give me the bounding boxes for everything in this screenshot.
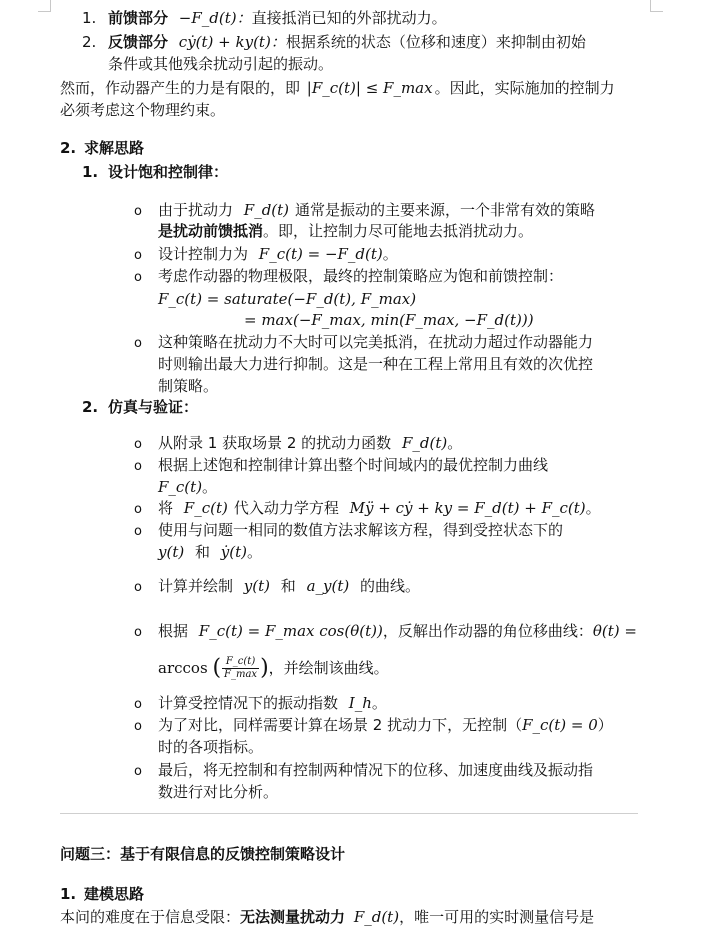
text-run: 由于扰动力 [158, 201, 234, 219]
bullet-line: 最后，将无控制和有控制两种情况下的位移、加速度曲线及振动指 [158, 761, 594, 779]
math-inline: a_y(t) [306, 577, 350, 595]
bullet-line [158, 243, 398, 265]
math-inline: F_c(t) = −F_d(t) [258, 245, 383, 263]
text-run: 的曲线。 [360, 577, 421, 595]
fraction-denominator: F_max [224, 669, 258, 680]
paragraph-line [60, 77, 615, 99]
bullet-marker: o [134, 270, 142, 285]
text-run: 从附录 1 获取场景 2 的扰动力函数 [158, 434, 392, 452]
bullet-line [158, 692, 387, 714]
bullet-marker: o [134, 580, 142, 595]
text-run: 然而，作动器产生的力是有限的，即 [60, 79, 301, 97]
bullet-line: 根据上述饱和控制律计算出整个时间域内的最优控制力曲线 [158, 456, 549, 474]
bullet-line: 这种策略在扰动力不大时可以完美抵消，在扰动力超过作动器能力 [158, 333, 594, 351]
text-run: 。即，让控制力尽可能地去抵消扰动力。 [263, 222, 534, 240]
page-corner-mark-left [38, 0, 51, 12]
paragraph-line [60, 906, 594, 928]
text-run: ，并绘制该曲线。 [268, 659, 389, 677]
paren-left: ( [212, 655, 222, 681]
math-inline: F_c(t) [158, 478, 203, 496]
section-number: 1. [60, 885, 77, 903]
list-item-title: 反馈部分 [108, 33, 169, 51]
bullet-line [158, 714, 613, 736]
bullet-line [158, 476, 217, 498]
text-run: 设计控制力为 [158, 245, 249, 263]
bullet-marker: o [134, 697, 142, 712]
page-corner-mark-right [650, 0, 663, 12]
bullet-line: 使用与问题一相同的数值方法求解该方程，得到受控状态下的 [158, 521, 564, 539]
bullet-marker: o [134, 625, 142, 640]
bullet-line [158, 541, 262, 563]
bullet-marker: o [134, 719, 142, 734]
list-item-text-continued: 条件或其他残余扰动引起的振动。 [108, 55, 334, 73]
math-inline: y(t) [158, 543, 185, 561]
question-heading: 问题三：基于有限信息的反馈控制策略设计 [60, 845, 346, 863]
math-inline: F_c(t) [183, 499, 228, 517]
section-number: 2. [60, 139, 77, 157]
section-heading: 建模思路 [84, 885, 145, 903]
bullet-line: 时的各项指标。 [158, 738, 264, 756]
text-run: 。 [447, 434, 463, 452]
bullet-marker: o [134, 524, 142, 539]
subsection-heading: 仿真与验证： [108, 398, 199, 416]
bullet-marker: o [134, 459, 142, 474]
list-item-text: 根据系统的状态（位移和速度）来抑制由初始 [285, 33, 586, 51]
math-inline: cẏ(t) + ky(t)： [178, 33, 286, 51]
math-inline: F_d(t) [401, 434, 448, 452]
math-inline: y(t) [243, 577, 271, 595]
bullet-marker: o [134, 248, 142, 263]
subsection-heading: 设计饱和控制律： [108, 163, 229, 181]
equation-line: F_c(t) = saturate(−F_d(t), F_max) [158, 290, 417, 308]
math-inline: Mÿ + cẏ + ky = F_d(t) + F_c(t) [349, 499, 586, 517]
bullet-line [158, 199, 595, 221]
list-item-feedback [108, 31, 586, 53]
text-run: 代入动力学方程 [233, 499, 339, 517]
bullet-line [158, 220, 533, 242]
section-heading: 求解思路 [84, 139, 145, 157]
math-function: arccos [158, 659, 208, 677]
list-number: 1. [82, 9, 97, 27]
math-inline: F_d(t) [243, 201, 290, 219]
bullet-line [158, 497, 601, 519]
text-run: 计算并绘制 [158, 577, 234, 595]
bullet-marker: o [134, 502, 142, 517]
text-run: 计算受控情况下的振动指数 [158, 694, 339, 712]
text-run: 和 [280, 577, 296, 595]
list-number: 2. [82, 33, 97, 51]
text-run: 。 [371, 694, 387, 712]
bullet-marker: o [134, 437, 142, 452]
text-run: 和 [195, 543, 211, 561]
text-run: 通常是振动的主要来源，一个非常有效的策略 [295, 201, 596, 219]
bullet-marker: o [134, 764, 142, 779]
text-run: 。 [247, 543, 263, 561]
text-run: ，唯一可用的实时测量信号是 [399, 908, 595, 926]
text-run: 。 [585, 499, 601, 517]
math-inline: ẏ(t) [220, 543, 248, 561]
math-inline: |F_c(t)| ≤ F_max [306, 79, 433, 97]
subsection-number: 1. [82, 163, 99, 181]
math-inline: F_c(t) = F_max cos(θ(t)) [198, 622, 383, 640]
equation-line: = max(−F_max, min(F_max, −F_d(t))) [244, 311, 534, 329]
bullet-line: 数进行对比分析。 [158, 783, 279, 801]
fraction [222, 656, 259, 681]
text-run: 将 [158, 499, 174, 517]
text-run: 本问的难度在于信息受限： [60, 908, 241, 926]
list-item-text: 直接抵消已知的外部扰动力。 [251, 9, 447, 27]
math-inline: F_c(t) = 0 [522, 716, 598, 734]
math-inline: I_h [348, 694, 372, 712]
section-divider [60, 813, 638, 814]
text-run: 。 [382, 245, 398, 263]
text-run: ，反解出作动器的角位移曲线： [382, 622, 593, 640]
text-run: 为了对比，同样需要计算在场景 2 扰动力下，无控制（ [158, 716, 523, 734]
paragraph-line: 必须考虑这个物理约束。 [60, 101, 226, 119]
math-inline: F_d(t) [353, 908, 400, 926]
bullet-line: 时则输出最大力进行抑制。这是一种在工程上常用且有效的次优控 [158, 355, 594, 373]
bullet-line [158, 656, 389, 681]
text-bold: 是扰动前馈抵消 [158, 222, 264, 240]
bullet-line: 考虑作动器的物理极限，最终的控制策略应为饱和前馈控制： [158, 267, 564, 285]
bullet-line [158, 432, 462, 454]
list-item-title: 前馈部分 [108, 9, 169, 27]
text-run: 。因此，实际施加的控制力 [434, 79, 615, 97]
subsection-number: 2. [82, 398, 99, 416]
bullet-marker: o [134, 204, 142, 219]
list-item-feedforward [108, 7, 447, 29]
text-bold: 无法测量扰动力 [240, 908, 346, 926]
math-inline: θ(t) = [592, 622, 637, 640]
bullet-line [158, 620, 637, 642]
paren-right: ) [260, 655, 269, 681]
bullet-line: 制策略。 [158, 377, 219, 395]
bullet-marker: o [134, 336, 142, 351]
text-run: ） [597, 716, 613, 734]
text-run: 。 [202, 478, 218, 496]
bullet-line [158, 575, 420, 597]
math-inline: −F_d(t)： [178, 9, 252, 27]
text-run: 根据 [158, 622, 189, 640]
fraction-numerator: F_c(t) [222, 656, 259, 669]
